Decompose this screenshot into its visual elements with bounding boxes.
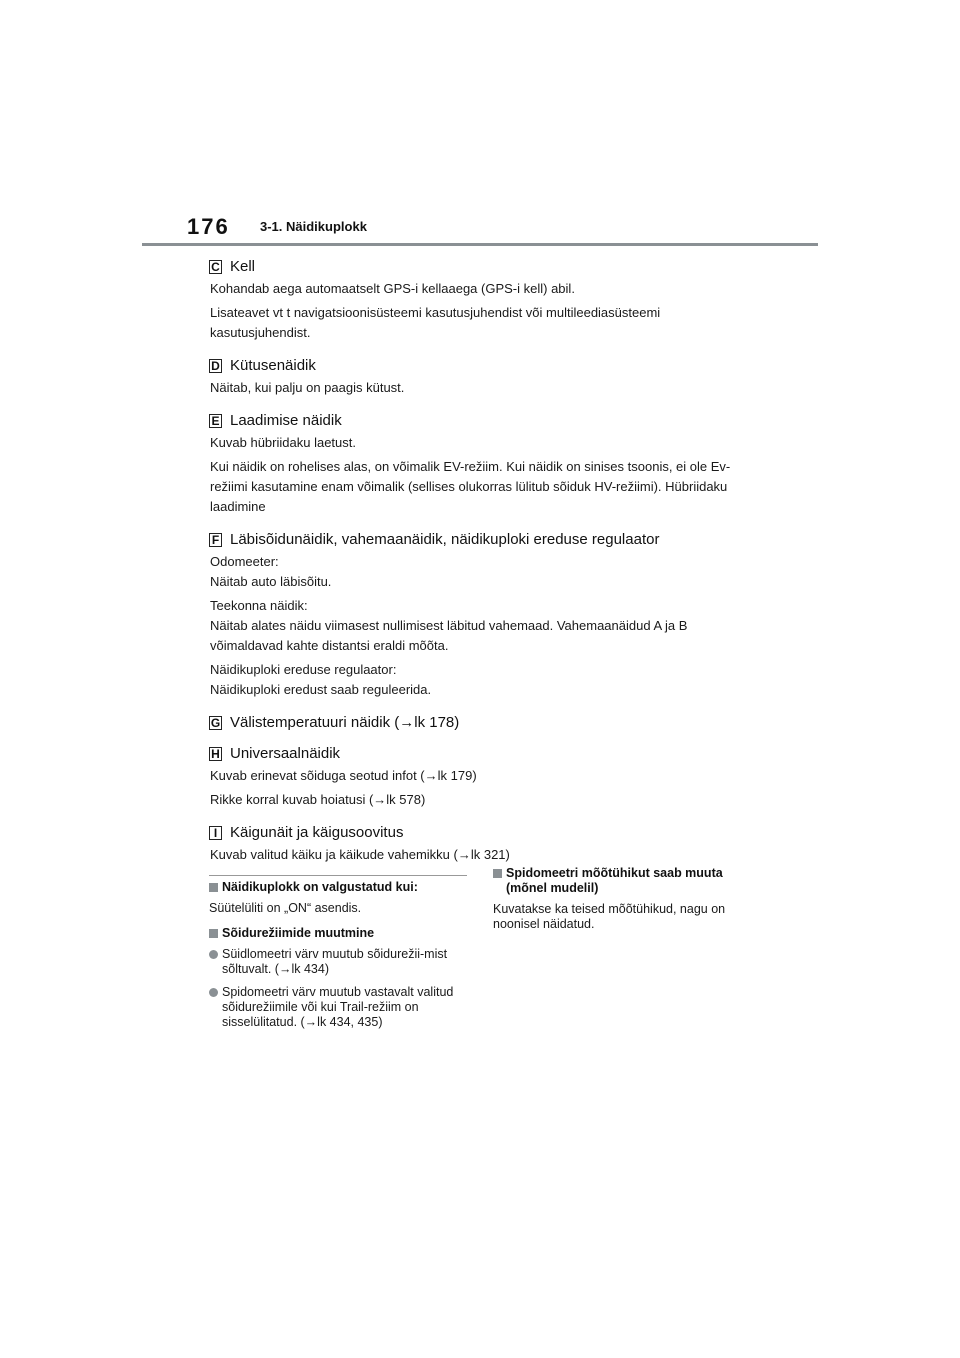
list-item: Spidomeetri värv muutub vastavalt valitud sõidurežiimile või kui Trail-režiim on sisselülitatud. (→lk 434, 435) (209, 985, 467, 1030)
notes-left-column (209, 880, 467, 1038)
note-heading: Spidomeetri mõõtühikut saab muuta (mõnel mudelil) (493, 866, 751, 896)
circle-bullet-icon (209, 950, 218, 959)
item-letter: D (209, 359, 222, 373)
item-text: Kohandab aega automaatselt GPS-i kellaaega (GPS-i kell) abil. (210, 281, 575, 296)
item-title: Läbisõidunäidik, vahemaanäidik, näidikuploki ereduse regulaator (230, 531, 660, 548)
main-content (209, 258, 754, 869)
item-letter: F (209, 533, 222, 547)
item-title: Universaalnäidik (230, 745, 341, 762)
notes-divider (209, 875, 467, 876)
item-letter: G (210, 715, 221, 730)
item-d (209, 357, 754, 398)
item-letter: H (209, 747, 222, 761)
item-text: Teekonna näidik: Näitab alates näidu viimasest nullimisest läbitud vahemaad. Vahemaanäidud A ja B võimaldavad kahte distantsi eraldi mõõta. (210, 598, 688, 653)
note-text: Süütelüliti on „ON“ asendis. (209, 901, 362, 915)
item-text: Näidikuploki ereduse regulaator: Näidikuploki eredust saab reguleerida. (210, 662, 432, 697)
item-title: Välistemperatuuri näidik (→lk 178) (230, 714, 460, 731)
item-letter: I (209, 826, 222, 840)
page-number: 176 (187, 214, 230, 239)
item-letter: E (209, 414, 222, 428)
page-header (0, 0, 960, 250)
item-text: Kuvab erinevat sõiduga seotud infot (→lk 179) (210, 768, 477, 783)
item-c (209, 258, 754, 343)
item-title: Kütusenäidik (230, 357, 316, 374)
item-letter: C (209, 260, 222, 274)
note-heading: Sõidurežiimide muutmine (209, 926, 467, 941)
item-h (209, 745, 754, 810)
item-title: Käigunäit ja käigusoovitus (230, 824, 404, 841)
item-g (209, 714, 754, 731)
item-title: Kell (230, 258, 256, 275)
list-item: Süidlomeetri värv muutub sõidurežii-mist sõltuvalt. (→lk 434) (209, 947, 467, 977)
circle-bullet-icon (209, 988, 218, 997)
item-text: Rikke korral kuvab hoiatusi (→lk 578) (210, 792, 426, 807)
square-bullet-icon (209, 883, 218, 892)
square-bullet-icon (209, 929, 218, 938)
item-f (209, 531, 754, 700)
item-text: Lisateavet vt t navigatsioonisüsteemi kasutusjuhendist või multileediasüsteemi kasutusjuhendist. (210, 305, 661, 340)
notes-right-column (493, 866, 751, 942)
item-text: Kuvab valitud käiku ja käikude vahemikku (→lk 321) (210, 847, 510, 862)
section-title: 3-1. Näidikuplokk (260, 219, 367, 234)
item-text: Kui näidik on rohelises alas, on võimalik EV-režiim. Kui näidik on sinises tsoonis, ei ole Ev-režiimi kasutamine enam võimalik (sellises olukorras lülitub sõiduk HV-režiimi). Hübriidaku laadimine (210, 459, 731, 514)
item-text: Kuvab hübriidaku laetust. (210, 435, 356, 450)
item-text: Näitab, kui palju on paagis kütust. (210, 380, 405, 395)
item-title: Laadimise näidik (230, 412, 342, 429)
header-divider (142, 243, 818, 246)
note-text: Kuvatakse ka teised mõõtühikud, nagu on noonisel näidatud. (493, 902, 726, 931)
item-e (209, 412, 754, 517)
item-i (209, 824, 754, 865)
square-bullet-icon (493, 869, 502, 878)
item-text: Odomeeter: Näitab auto läbisõitu. (210, 554, 332, 589)
note-heading: Näidikuplokk on valgustatud kui: (209, 880, 467, 895)
